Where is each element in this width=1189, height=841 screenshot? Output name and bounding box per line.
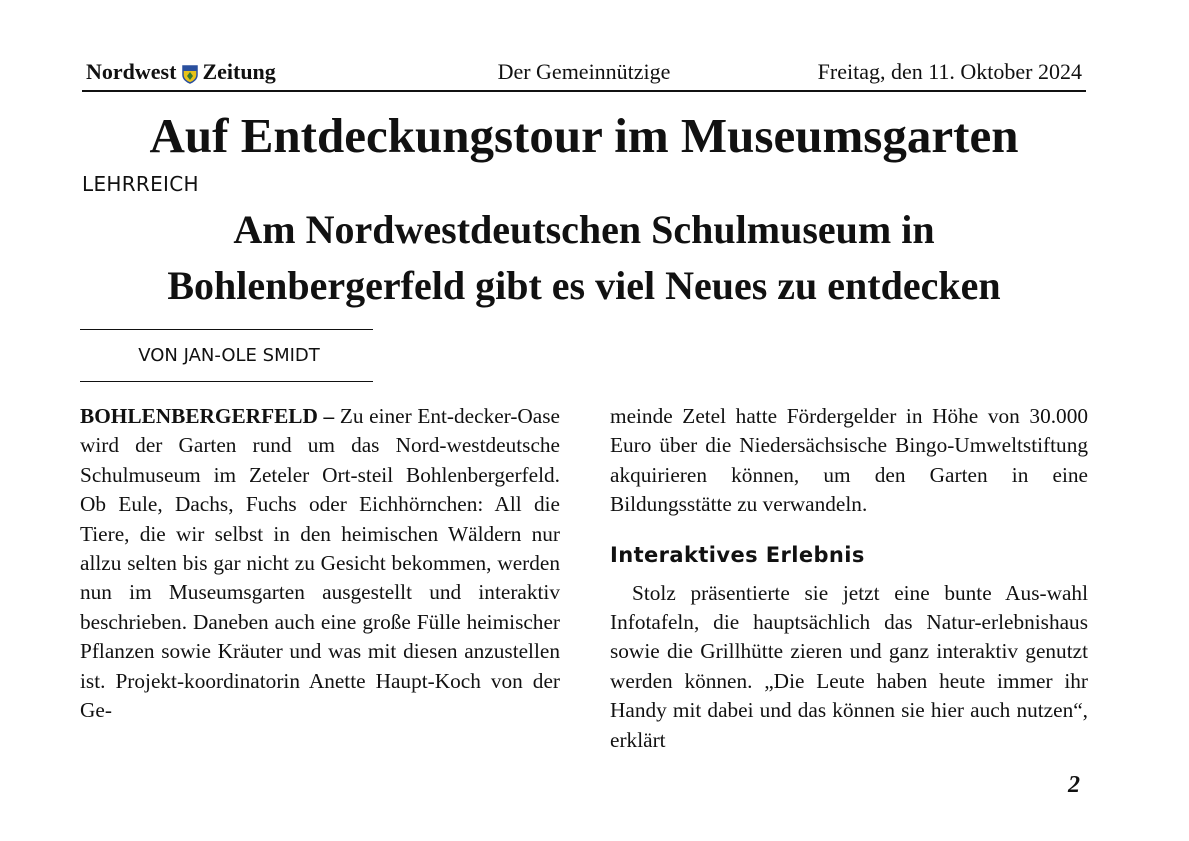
section-name: Der Gemeinnützige xyxy=(497,59,671,84)
headline: Auf Entdeckungstour im Museumsgarten xyxy=(149,108,1019,163)
masthead xyxy=(82,58,1086,92)
paper-name-part2: Zeitung xyxy=(202,59,276,84)
byline-rule-top xyxy=(80,329,373,330)
dateline: BOHLENBERGERFELD – xyxy=(80,404,335,428)
article-column-right xyxy=(610,402,1088,755)
paragraph-2: Stolz präsentierte sie jetzt eine bunte Aus-wahl Infotafeln, die hauptsächlich das Natur-erlebnishaus sowie die Grillhütte zieren und ganz interaktiv genutzt werden können. „Die Leute haben heute immer ihr Handy mit dabei und das können sie hier auch nutzen“, erklärt xyxy=(610,580,1088,752)
paragraph-1-end xyxy=(610,402,1088,520)
issue-date: Freitag, den 11. Oktober 2024 xyxy=(817,59,1082,84)
paper-name-part1: Nordwest xyxy=(86,59,177,84)
kicker: LEHRREICH xyxy=(82,172,199,196)
byline: VON JAN-OLE SMIDT xyxy=(138,345,320,366)
page-number: 2 xyxy=(1068,772,1080,798)
article-column-left xyxy=(80,402,560,725)
section-subheading: Interaktives Erlebnis xyxy=(610,542,865,567)
byline-rule-bottom xyxy=(80,381,373,382)
paragraph-1-text-a: Zu einer Ent-decker-Oase wird der Garten rund um das Nord-westdeutsche Schulmuseum im Zeteler Ort-steil Bohlenbergerfeld. Ob Eule, Dachs, Fuchs oder Eichhörnchen: All die Tiere, die wir selbst in den heimischen Wäldern nur allzu selten bis gar nicht zu Gesicht bekommen, werden nun im Museumsgarten ausgestellt und interaktiv beschrieben. Daneben auch eine große Fülle heimischer Pflanzen sowie Kräuter und was mit diesen anzustellen ist. Projekt-koordinatorin Anette Haupt-Koch von der Ge- xyxy=(80,404,560,723)
paragraph-1-text-b: meinde Zetel hatte Fördergelder in Höhe von 30.000 Euro über die Niedersächsische Bingo-Umweltstiftung akquirieren können, um den Garten in eine Bildungsstätte zu verwandeln. xyxy=(610,404,1088,517)
paragraph-1-start xyxy=(80,402,560,725)
subheadline: Am Nordwestdeutschen Schulmuseum in Bohlenbergerfeld gibt es viel Neues zu entdecken xyxy=(167,207,1001,308)
